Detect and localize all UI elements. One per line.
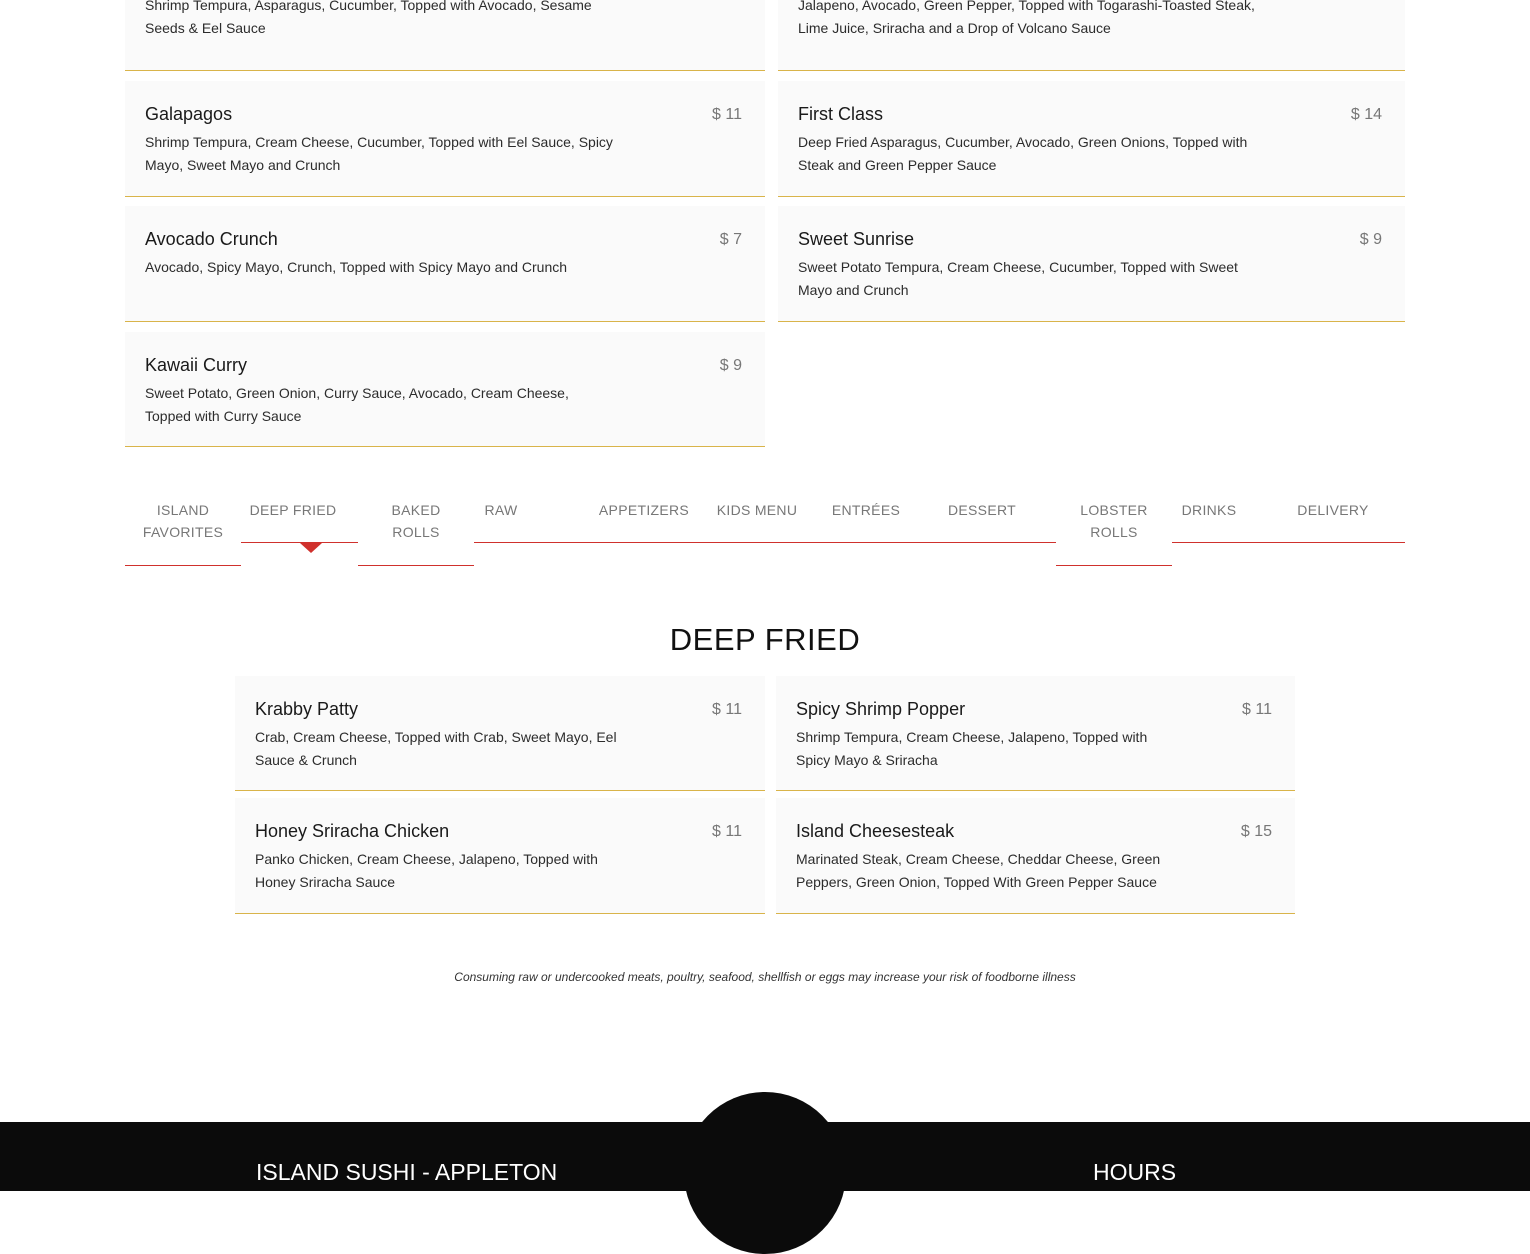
menu-item-name: Spicy Shrimp Popper: [796, 699, 966, 719]
tab-underline: [1056, 565, 1172, 566]
menu-item-description: Sweet Potato Tempura, Cream Cheese, Cucumber, Topped with Sweet Mayo and Crunch: [798, 259, 1238, 298]
menu-item-description: Sweet Potato, Green Onion, Curry Sauce, Avocado, Cream Cheese, Topped with Curry Sauce: [145, 385, 569, 424]
menu-item-card: [125, 81, 765, 197]
menu-item-card: [235, 676, 765, 791]
menu-item-price: $ 7: [719, 231, 742, 248]
tab-raw[interactable]: RAW: [484, 502, 518, 518]
menu-item-name: First Class: [798, 104, 883, 124]
tab-delivery[interactable]: DELIVERY: [1297, 502, 1369, 518]
menu-item-price: $ 9: [719, 357, 742, 374]
menu-item-price: $ 14: [1350, 106, 1382, 123]
tab-dessert[interactable]: DESSERT: [948, 502, 1016, 518]
menu-item-description: Marinated Steak, Cream Cheese, Cheddar Cheese, Green Peppers, Green Onion, Topped With Green Pepper Sauce: [796, 851, 1161, 890]
menu-item-description: Crab, Cream Cheese, Topped with Crab, Sweet Mayo, Eel Sauce & Crunch: [255, 729, 617, 768]
menu-item-description: Avocado, Spicy Mayo, Crunch, Topped with Spicy Mayo and Crunch: [145, 259, 568, 275]
menu-item-description: Shrimp Tempura, Cream Cheese, Jalapeno, Topped with Spicy Mayo & Sriracha: [796, 729, 1148, 768]
menu-item-price: $ 11: [712, 701, 742, 718]
menu-item-price: $ 15: [1240, 823, 1272, 840]
tab-lobster-rolls[interactable]: LOBSTER ROLLS: [1080, 502, 1148, 540]
menu-item-name: Galapagos: [145, 104, 233, 124]
tab-underline: [358, 565, 474, 566]
tab-underline: [1172, 542, 1405, 543]
menu-item-description: Shrimp Tempura, Asparagus, Cucumber, Topped with Avocado, Sesame Seeds & Eel Sauce: [145, 0, 592, 36]
menu-item-description: Panko Chicken, Cream Cheese, Jalapeno, Topped with Honey Sriracha Sauce: [255, 851, 598, 890]
menu-item-description: Jalapeno, Avocado, Green Pepper, Topped with Togarashi-Toasted Steak, Lime Juice, Sriracha and a Drop of Volcano Sauce: [798, 0, 1255, 36]
section-title: DEEP FRIED: [669, 622, 861, 657]
tab-underline: [125, 565, 241, 566]
menu-item-card: [778, 206, 1405, 322]
tab-island-favorites[interactable]: ISLAND FAVORITES: [142, 502, 224, 540]
menu-item-card: [125, 206, 765, 322]
menu-item-card: [125, 332, 765, 447]
menu-item-name: Sweet Sunrise: [798, 229, 915, 249]
menu-item-price: $ 11: [1242, 701, 1272, 718]
menu-item-card: [235, 798, 765, 914]
menu-item-price: $ 9: [1359, 231, 1382, 248]
menu-item-card: [125, 0, 765, 71]
menu-item-card: [778, 0, 1405, 71]
tab-underline: [474, 542, 1056, 543]
menu-item-description: Deep Fried Asparagus, Cucumber, Avocado, Green Onions, Topped with Steak and Green Pepper Sauce: [798, 134, 1248, 173]
footer-hours-title: HOURS: [1093, 1159, 1177, 1185]
tab-baked-rolls[interactable]: BAKED ROLLS: [391, 502, 441, 540]
active-tab-caret-icon: [300, 543, 322, 553]
menu-item-card: [778, 81, 1405, 197]
menu-item-card: [776, 798, 1295, 914]
footer: [0, 1122, 1530, 1191]
menu-item-name: Kawaii Curry: [145, 355, 248, 375]
tab-drinks[interactable]: DRINKS: [1181, 502, 1237, 518]
menu-item-name: Avocado Crunch: [145, 229, 278, 249]
menu-item-card: [776, 676, 1295, 791]
tab-entrees[interactable]: ENTRÉES: [831, 502, 901, 518]
menu-item-price: $ 11: [712, 106, 742, 123]
food-safety-disclaimer: Consuming raw or undercooked meats, poultry, seafood, shellfish or eggs may increase your risk of foodborne illness: [454, 970, 1076, 984]
menu-item-description: Shrimp Tempura, Cream Cheese, Cucumber, Topped with Eel Sauce, Spicy Mayo, Sweet Mayo and Crunch: [145, 134, 613, 173]
tab-appetizers[interactable]: APPETIZERS: [598, 502, 690, 518]
menu-item-name: Island Cheesesteak: [796, 821, 955, 841]
menu-item-name: Krabby Patty: [255, 699, 359, 719]
menu-item-price: $ 11: [712, 823, 742, 840]
tab-kids-menu[interactable]: KIDS MENU: [716, 502, 798, 518]
footer-restaurant-title: ISLAND SUSHI - APPLETON: [256, 1159, 558, 1185]
tab-deep-fried[interactable]: DEEP FRIED: [249, 502, 337, 518]
menu-item-name: Honey Sriracha Chicken: [255, 821, 450, 841]
